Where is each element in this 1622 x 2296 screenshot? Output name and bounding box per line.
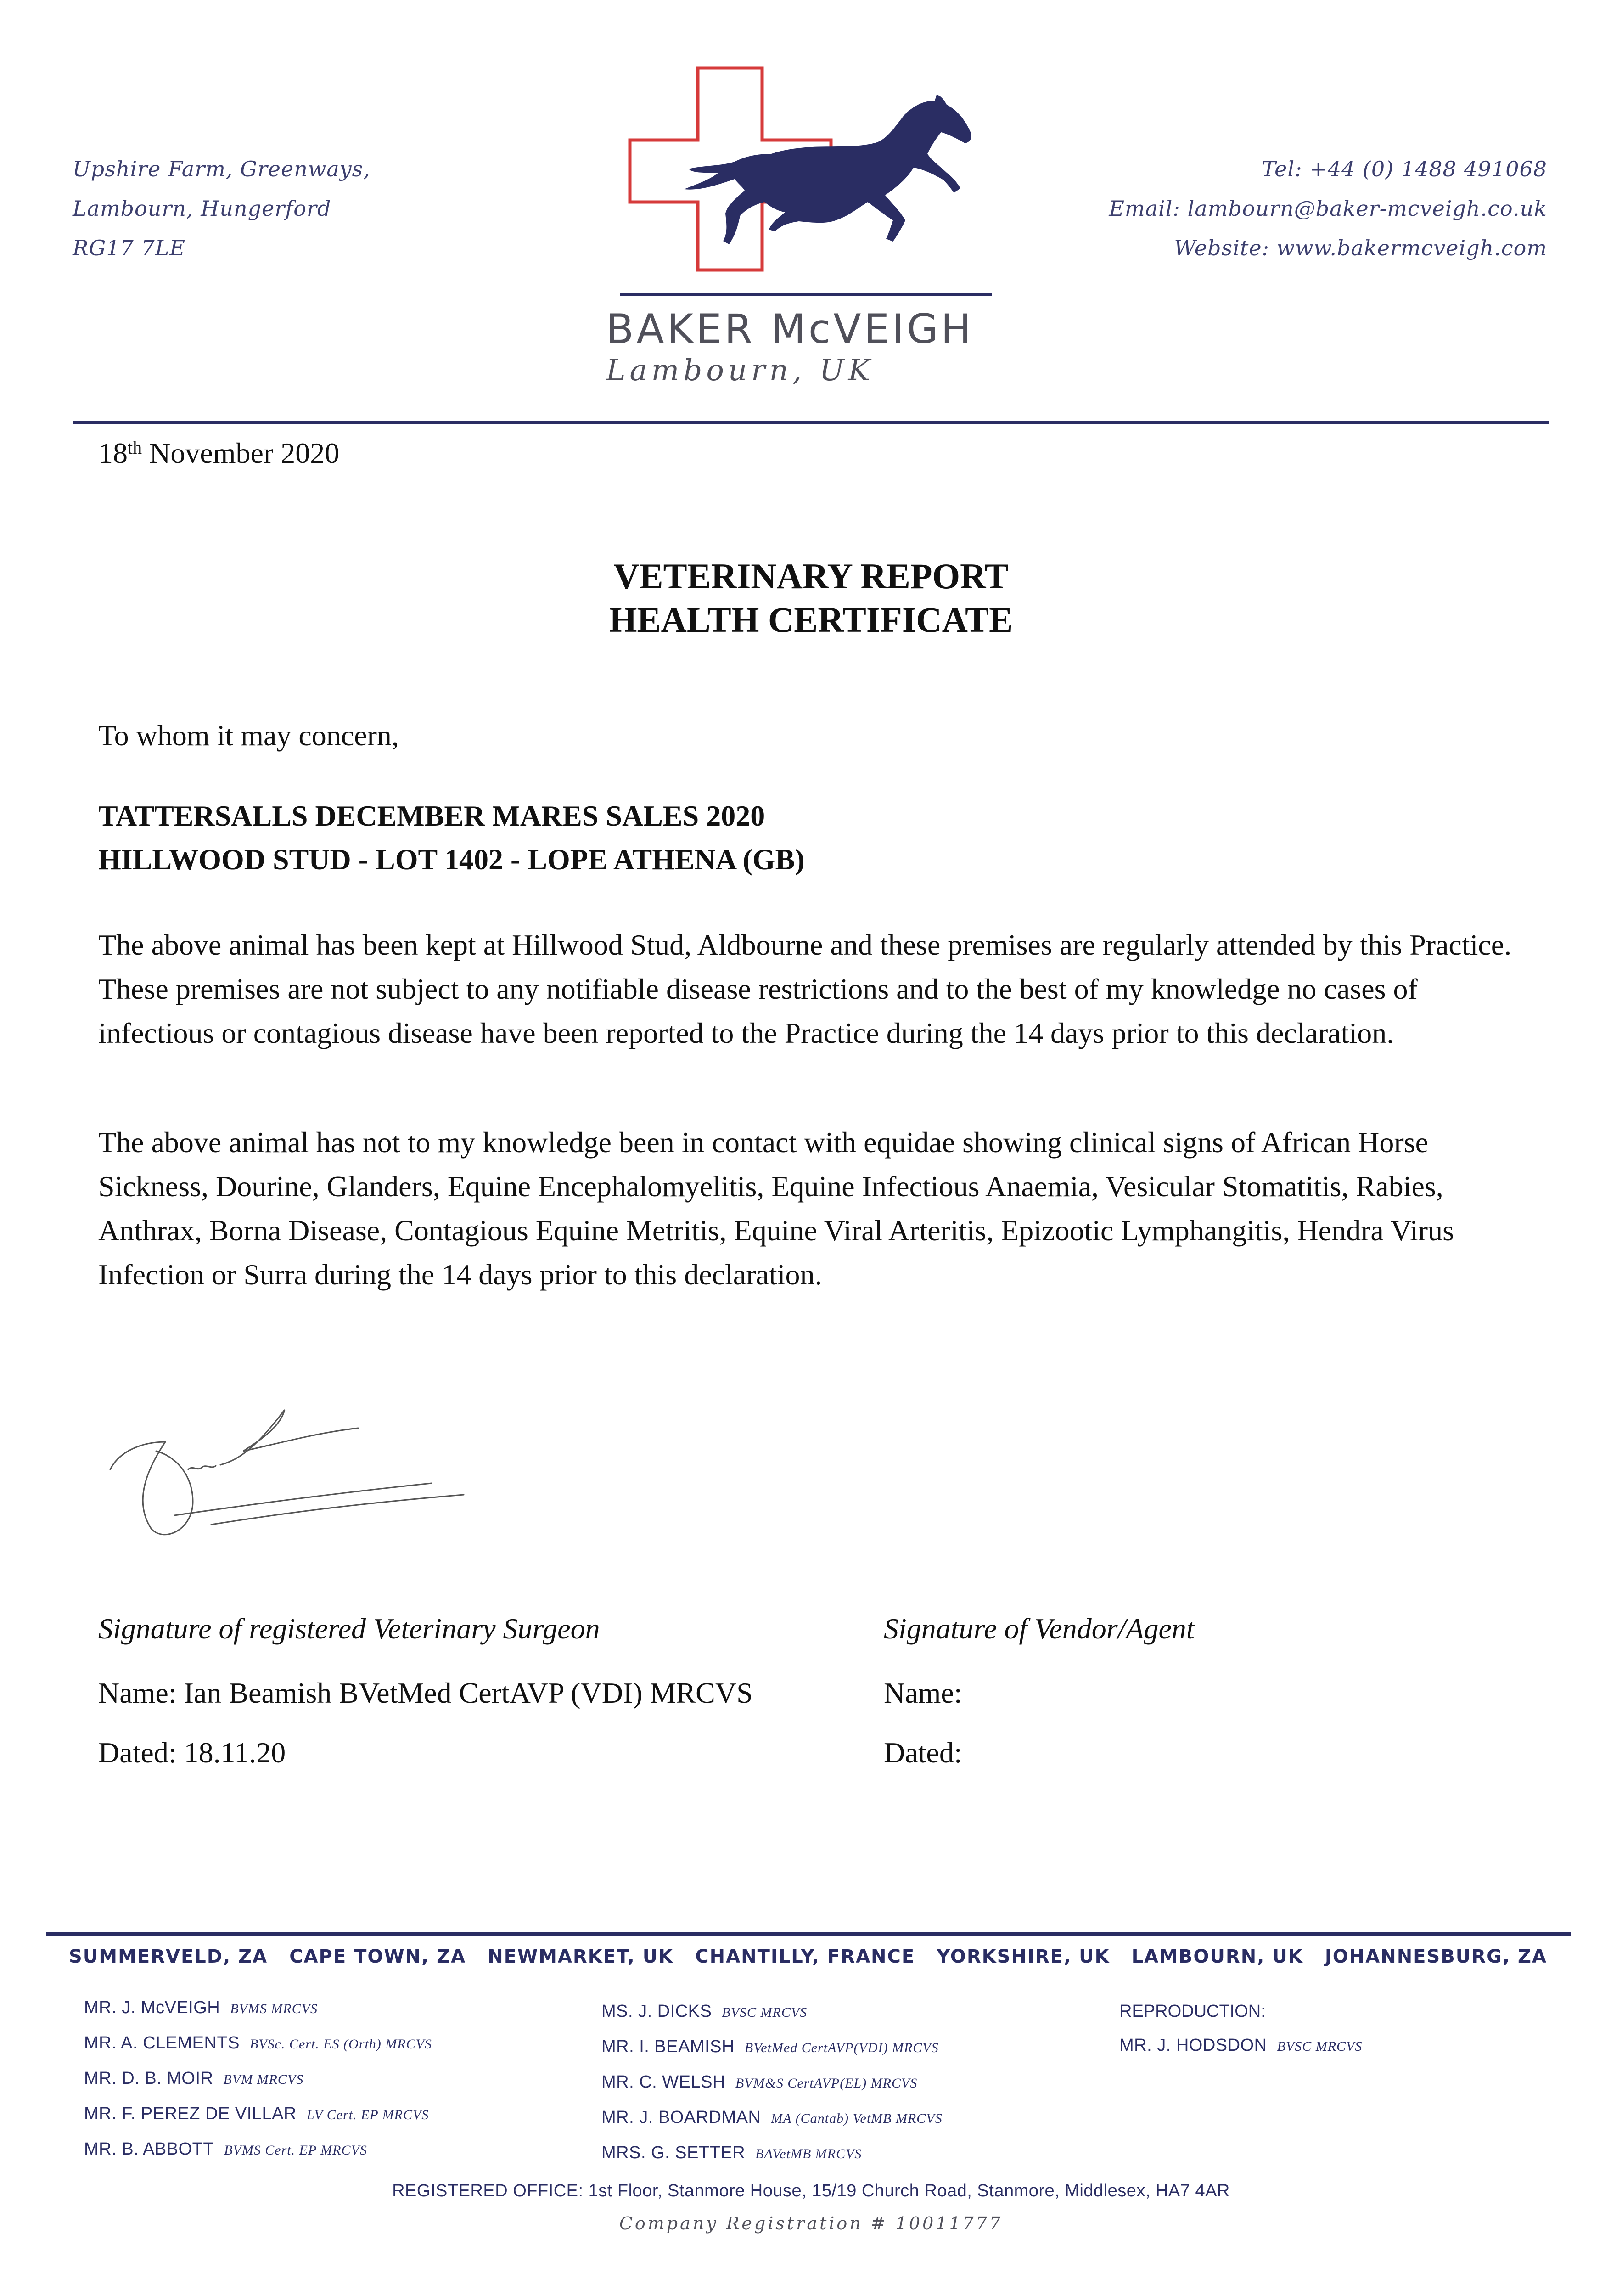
location-item: YORKSHIRE, UK <box>937 1946 1110 1967</box>
staff-column-2 <box>601 1994 943 2171</box>
staff-entry <box>84 2132 432 2167</box>
vendor-signature-label: Signature of Vendor/Agent <box>884 1612 1195 1645</box>
sale-heading: TATTERSALLS DECEMBER MARES SALES 2020 <box>98 799 765 832</box>
staff-name: MS. J. DICKS <box>601 2002 712 2021</box>
date-day: 18 <box>98 437 128 469</box>
date-suffix: th <box>128 437 142 458</box>
staff-qualifications: BVMS MRCVS <box>230 2001 318 2016</box>
footer-divider <box>46 1932 1571 1936</box>
greeting: To whom it may concern, <box>98 719 399 752</box>
vet-signature-label: Signature of registered Veterinary Surgeon <box>98 1612 600 1645</box>
document-title: VETERINARY REPORT <box>613 556 1009 596</box>
staff-qualifications: BVSC MRCVS <box>1277 2039 1363 2054</box>
staff-entry <box>601 1994 943 2030</box>
location-item: LAMBOURN, UK <box>1131 1946 1303 1967</box>
staff-entry <box>1119 2028 1362 2064</box>
vendor-name: Name: <box>884 1677 962 1709</box>
document-subtitle: HEALTH CERTIFICATE <box>609 600 1013 640</box>
address-line-2: Lambourn, Hungerford <box>73 196 331 221</box>
paragraph-premises: The above animal has been kept at Hillwood Stud, Aldbourne and these premises are regularly attended by this Practice. These premises are not subject to any notifiable disease restrictions and to the best of my knowledge no cases of infectious or contagious disease have been reported to the Practice during the 14 days prior to this declaration. <box>98 929 1512 1049</box>
staff-entry <box>601 2065 943 2100</box>
location-item: SUMMERVELD, ZA <box>69 1946 268 1967</box>
staff-name: MR. F. PEREZ DE VILLAR <box>84 2104 297 2123</box>
contact-website[interactable]: Website: www.bakermcveigh.com <box>1174 236 1547 260</box>
address-line-1: Upshire Farm, Greenways, <box>73 157 370 181</box>
location-item: CAPE TOWN, ZA <box>289 1946 466 1967</box>
staff-entry <box>84 1991 432 2026</box>
staff-entry <box>601 2100 943 2136</box>
galloping-horse-icon <box>684 95 971 244</box>
handwritten-signature <box>101 1391 477 1548</box>
practice-contact <box>1109 149 1547 268</box>
date-rest: November 2020 <box>149 437 340 469</box>
staff-entry <box>84 2061 432 2097</box>
header-divider <box>73 421 1549 424</box>
staff-qualifications: BVSc. Cert. ES (Orth) MRCVS <box>250 2037 432 2052</box>
staff-entry <box>84 2026 432 2061</box>
brand-location: Lambourn, UK <box>606 354 875 388</box>
staff-name: MR. J. HODSDON <box>1119 2036 1267 2055</box>
paragraph-diseases: The above animal has not to my knowledge been in contact with equidae showing clinical signs of African Horse Sickness, Dourine, Glanders, Equine Encephalomyelitis, Equine Infectious Anaemia, Vesicular Stomatitis, Rabies, Anthrax, Borna Disease, Contagious Equine Metritis, Equine Viral Arteritis, Epizootic Lymphangitis, Hendra Virus Infection or Surra during the 14 days prior to this declaration. <box>98 1126 1454 1291</box>
staff-name: MR. C. WELSH <box>601 2072 725 2092</box>
contact-email[interactable]: Email: lambourn@baker-mcveigh.co.uk <box>1109 196 1547 221</box>
staff-qualifications: BAVetMB MRCVS <box>755 2146 862 2161</box>
lot-heading: HILLWOOD STUD - LOT 1402 - LOPE ATHENA (GB) <box>98 843 805 876</box>
staff-qualifications: BVM&S CertAVP(EL) MRCVS <box>735 2076 918 2091</box>
vet-name: Name: Ian Beamish BVetMed CertAVP (VDI) MRCVS <box>98 1677 753 1709</box>
staff-name: MR. A. CLEMENTS <box>84 2033 240 2053</box>
staff-qualifications: BVM MRCVS <box>223 2072 304 2087</box>
staff-qualifications: BVSC MRCVS <box>722 2005 808 2020</box>
staff-qualifications: MA (Cantab) VetMB MRCVS <box>771 2111 943 2126</box>
brand-name: BAKER McVEIGH <box>606 305 974 353</box>
letter-date <box>98 436 339 470</box>
office-locations <box>69 1946 1547 1967</box>
registered-office: REGISTERED OFFICE: 1st Floor, Stanmore House, 15/19 Church Road, Stanmore, Middlesex, HA7 4AR <box>392 2181 1230 2200</box>
staff-name: MR. I. BEAMISH <box>601 2037 735 2056</box>
vendor-dated: Dated: <box>884 1736 962 1769</box>
reproduction-heading: REPRODUCTION: <box>1119 2002 1266 2021</box>
contact-phone: Tel: +44 (0) 1488 491068 <box>1262 157 1547 181</box>
location-item: NEWMARKET, UK <box>488 1946 674 1967</box>
staff-qualifications: BVMS Cert. EP MRCVS <box>224 2143 367 2158</box>
address-line-3: RG17 7LE <box>73 236 185 260</box>
vet-dated: Dated: 18.11.20 <box>98 1736 286 1769</box>
practice-address <box>73 149 370 268</box>
staff-column-3 <box>1119 1994 1362 2064</box>
logo-rule <box>620 293 992 296</box>
staff-entry <box>601 2136 943 2171</box>
staff-name: MR. J. BOARDMAN <box>601 2108 761 2127</box>
staff-name: MR. J. McVEIGH <box>84 1998 220 2017</box>
staff-entry <box>84 2097 432 2132</box>
staff-column-1 <box>84 1991 432 2167</box>
staff-name: MR. D. B. MOIR <box>84 2069 213 2088</box>
staff-name: MRS. G. SETTER <box>601 2143 746 2162</box>
location-item: JOHANNESBURG, ZA <box>1325 1946 1547 1967</box>
staff-entry <box>601 2030 943 2065</box>
staff-name: MR. B. ABBOTT <box>84 2139 214 2159</box>
staff-qualifications: BVetMed CertAVP(VDI) MRCVS <box>744 2040 939 2055</box>
company-registration: Company Registration # 10011777 <box>619 2213 1003 2234</box>
baker-mcveigh-logo <box>620 64 996 303</box>
staff-qualifications: LV Cert. EP MRCVS <box>306 2107 429 2122</box>
location-item: CHANTILLY, FRANCE <box>695 1946 915 1967</box>
